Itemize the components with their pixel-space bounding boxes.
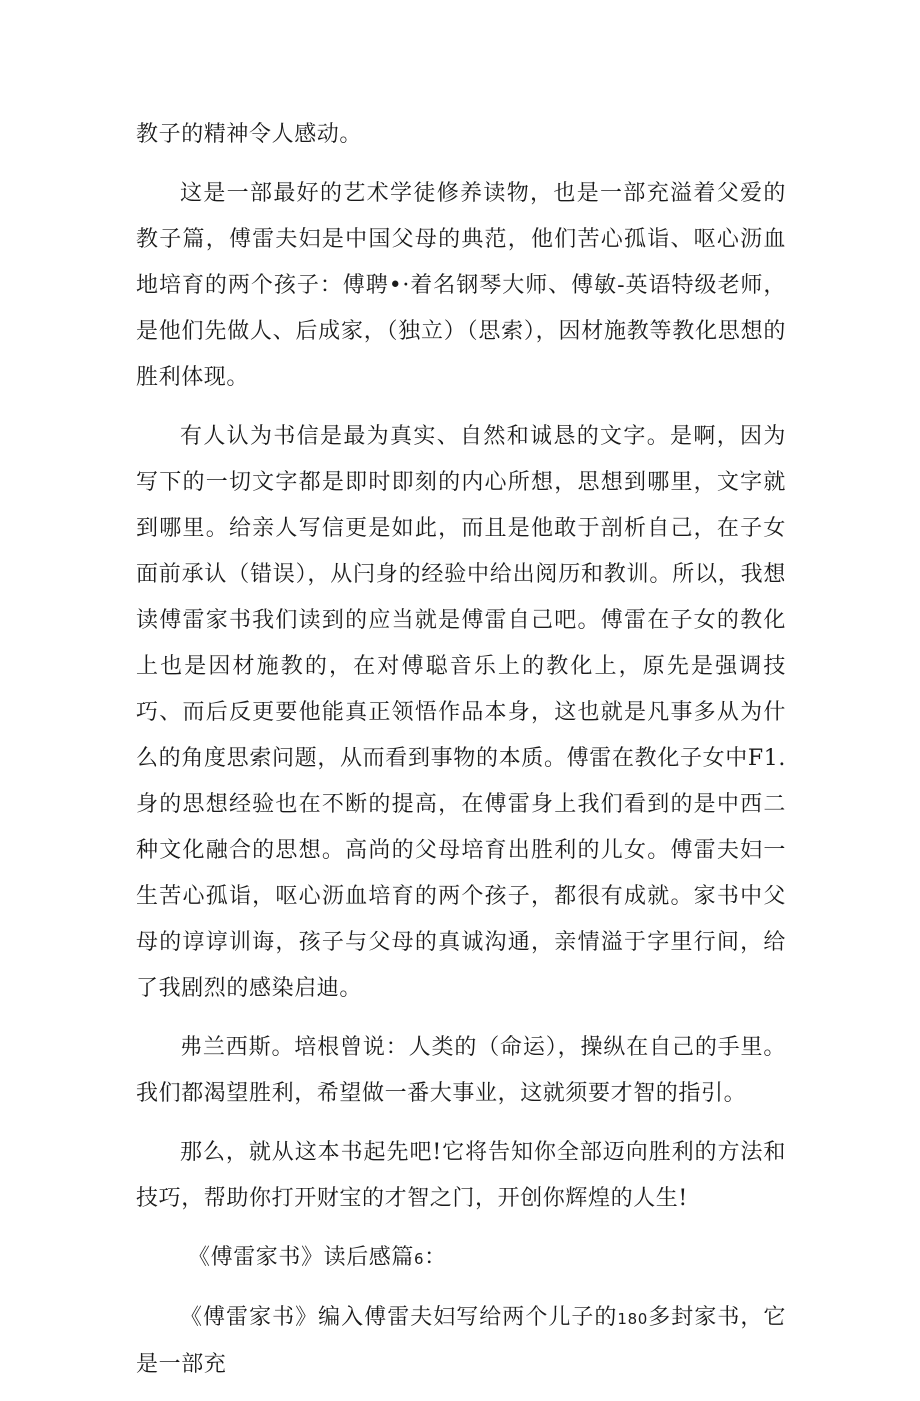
last-paragraph-number: 180 [617, 1310, 648, 1328]
paragraph-bacon-quote: 弗兰西斯。培根曾说：人类的（命运），操纵在自己的手里。我们都渴望胜利，希望做一番大事业，这就须要才智的指引。 [136, 1035, 786, 1106]
document-body [136, 112, 786, 1401]
section-heading-number: 6 [414, 1250, 425, 1268]
paragraph-letters-honest: 有人认为书信是最为真实、自然和诚恳的文字。是啊，因为写下的一切文字都是即时即刻的内心所想，思想到哪里，文字就到哪里。给亲人写信更是如此，而且是他敢于剖析自己，在子女面前承认（错误），从闩身的经验中给出阅历和教训。所以，我想读傅雷家书我们读到的应当就是傅雷自己吧。傅雷在子女的教化上也是因材施教的，在对傅聪音乐上的教化上，原先是强调技巧、而后反更要他能真正领悟作品本身，这也就是凡事多从为什么的角度思索问题，从而看到事物的本质。傅雷在教化子女中F1.身的思想经验也在不断的提高，在傅雷身上我们看到的是中西二种文化融合的思想。高尚的父母培育出胜利的儿女。傅雷夫妇一生苦心孤诣，呕心沥血培育的两个孩子，都很有成就。家书中父母的谆谆训诲，孩子与父母的真诚沟通，亲情溢于字里行间，给了我剧烈的感染启迪。 [136, 424, 786, 1001]
section-heading-suffix: ： [424, 1245, 447, 1270]
paragraph-start-book: 那么，就从这本书起先吧!它将告知你全部迈向胜利的方法和技巧，帮助你打开财宝的才智之门，开创你辉煌的人生! [136, 1140, 786, 1211]
section-heading-prefix: 《傅雷家书》读后感篇 [188, 1245, 415, 1270]
paragraph-intro-fragment: 教子的精神令人感动。 [136, 122, 363, 147]
last-paragraph-part2: 多封家书，它是一部充 [136, 1305, 786, 1377]
section-heading [136, 1235, 786, 1282]
paragraph-art-apprentice: 这是一部最好的艺术学徒修养读物，也是一部充溢着父爱的教子篇，傅雷夫妇是中国父母的典范，他们苦心孤诣、呕心沥血地培育的两个孩子：傅聘•·着名钢琴大师、傅敏-英语特级老师，是他们先做人、后成家，（独立）（思索），因材施教等教化思想的胜利体现。 [136, 181, 786, 390]
last-paragraph-part1: 《傅雷家书》编入傅雷夫妇写给两个儿子的 [180, 1305, 618, 1330]
paragraph-letters-count [136, 1295, 786, 1388]
